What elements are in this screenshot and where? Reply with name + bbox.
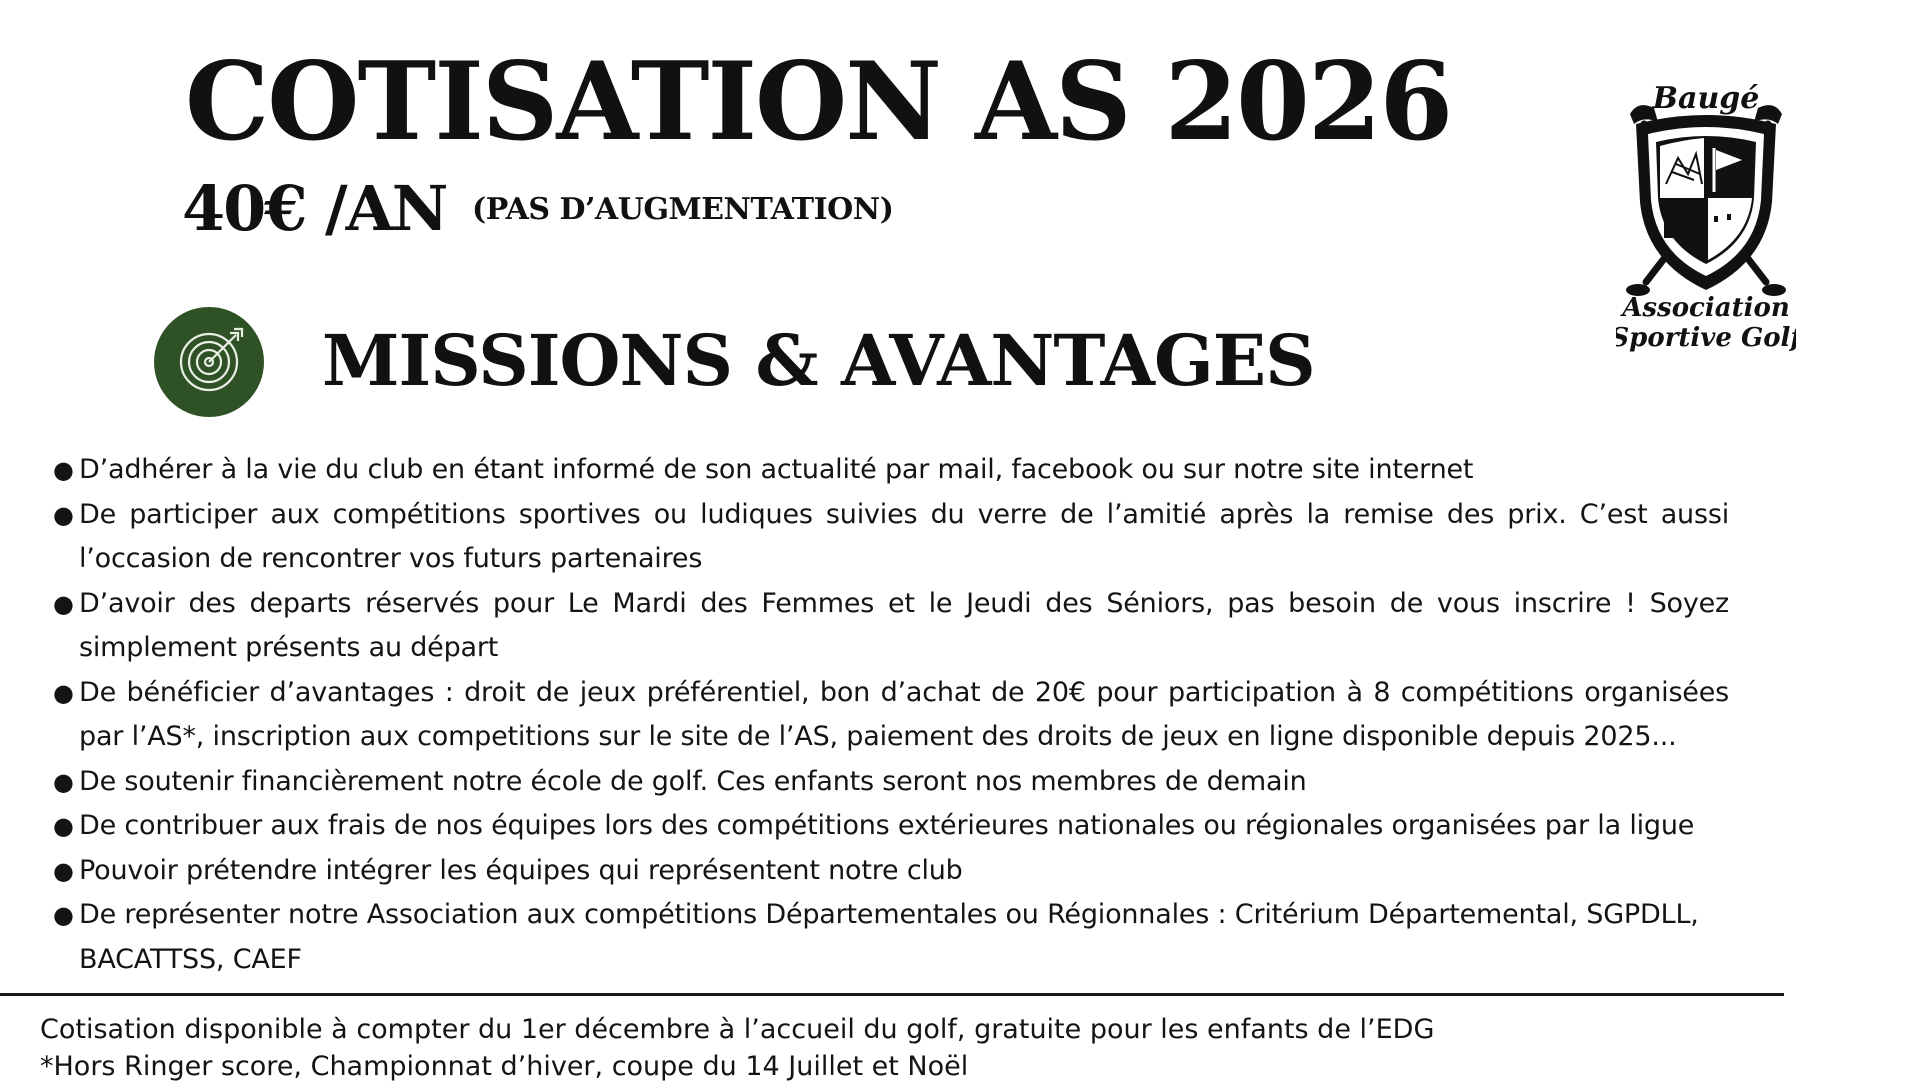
list-item bbox=[53, 448, 1729, 493]
club-logo bbox=[1616, 84, 1796, 356]
bullet-icon: ● bbox=[53, 589, 74, 618]
bullet-icon: ● bbox=[53, 500, 74, 529]
logo-top-text: Baugé bbox=[1652, 84, 1760, 116]
price-label: 40€ /AN bbox=[182, 172, 447, 245]
footer-line-availability: Cotisation disponible à compter du 1er décembre à l’accueil du golf, gratuite pour les enfants de l’EDG bbox=[40, 1014, 1435, 1045]
missions-badge bbox=[154, 307, 264, 417]
footer-divider bbox=[0, 993, 1784, 996]
list-item-text: De participer aux compétitions sportives ou ludiques suivies du verre de l’amitié après la remise des prix. C’est aussi l’occasion de rencontrer vos futurs partenaires bbox=[79, 498, 1729, 574]
missions-heading: MISSIONS & AVANTAGES bbox=[322, 319, 1315, 402]
bullet-icon: ● bbox=[53, 456, 74, 484]
list-item-text: D’avoir des departs réservés pour Le Mardi des Femmes et le Jeudi des Séniors, pas besoin de vous inscrire ! Soyez simplement présents au départ bbox=[79, 587, 1729, 663]
list-item-text: De représenter notre Association aux compétitions Départementales ou Régionnales : Critérium Départemental, SGPDLL, BACATTSS, CAEF bbox=[79, 899, 1699, 975]
advantages-list bbox=[53, 448, 1729, 982]
list-item bbox=[53, 671, 1729, 760]
bullet-icon: ● bbox=[53, 812, 74, 840]
bullet-icon: ● bbox=[53, 856, 74, 885]
list-item bbox=[53, 893, 1729, 982]
list-item bbox=[53, 804, 1729, 849]
list-item bbox=[53, 493, 1729, 582]
bullet-icon: ● bbox=[53, 678, 74, 707]
list-item-text: De bénéficier d’avantages : droit de jeux préférentiel, bon d’achat de 20€ pour participation à 8 compétitions organisées par l’AS*, inscription aux competitions sur le site de l’AS, paiement des droits de jeux en ligne disponible depuis 2025... bbox=[79, 676, 1729, 752]
list-item-text: De soutenir financièrement notre école de golf. Ces enfants seront nos membres de demain bbox=[79, 765, 1307, 797]
list-item-text: D’adhérer à la vie du club en étant informé de son actualité par mail, facebook ou sur notre site internet bbox=[79, 454, 1474, 485]
target-icon bbox=[154, 307, 264, 417]
golf-shield-crest-icon bbox=[1616, 84, 1796, 356]
price-note: (PAS D’AUGMENTATION) bbox=[472, 192, 894, 227]
logo-bottom-text-1: Association bbox=[1622, 293, 1790, 323]
footer-line-exclusions: *Hors Ringer score, Championnat d’hiver, coupe du 14 Juillet et Noël bbox=[40, 1051, 969, 1082]
bullet-icon: ● bbox=[53, 901, 74, 929]
bullet-icon: ● bbox=[53, 767, 74, 796]
list-item-text: De contribuer aux frais de nos équipes lors des compétitions extérieures nationales ou régionales organisées par la ligue bbox=[79, 810, 1695, 841]
footer-notes bbox=[40, 1011, 1434, 1085]
list-item-text: Pouvoir prétendre intégrer les équipes qui représentent notre club bbox=[79, 854, 963, 886]
page-title: COTISATION AS 2026 bbox=[185, 39, 1452, 165]
list-item bbox=[53, 760, 1729, 805]
list-item bbox=[53, 582, 1729, 671]
list-item bbox=[53, 849, 1729, 894]
logo-bottom-text-2: Sportive Golf bbox=[1616, 323, 1796, 353]
